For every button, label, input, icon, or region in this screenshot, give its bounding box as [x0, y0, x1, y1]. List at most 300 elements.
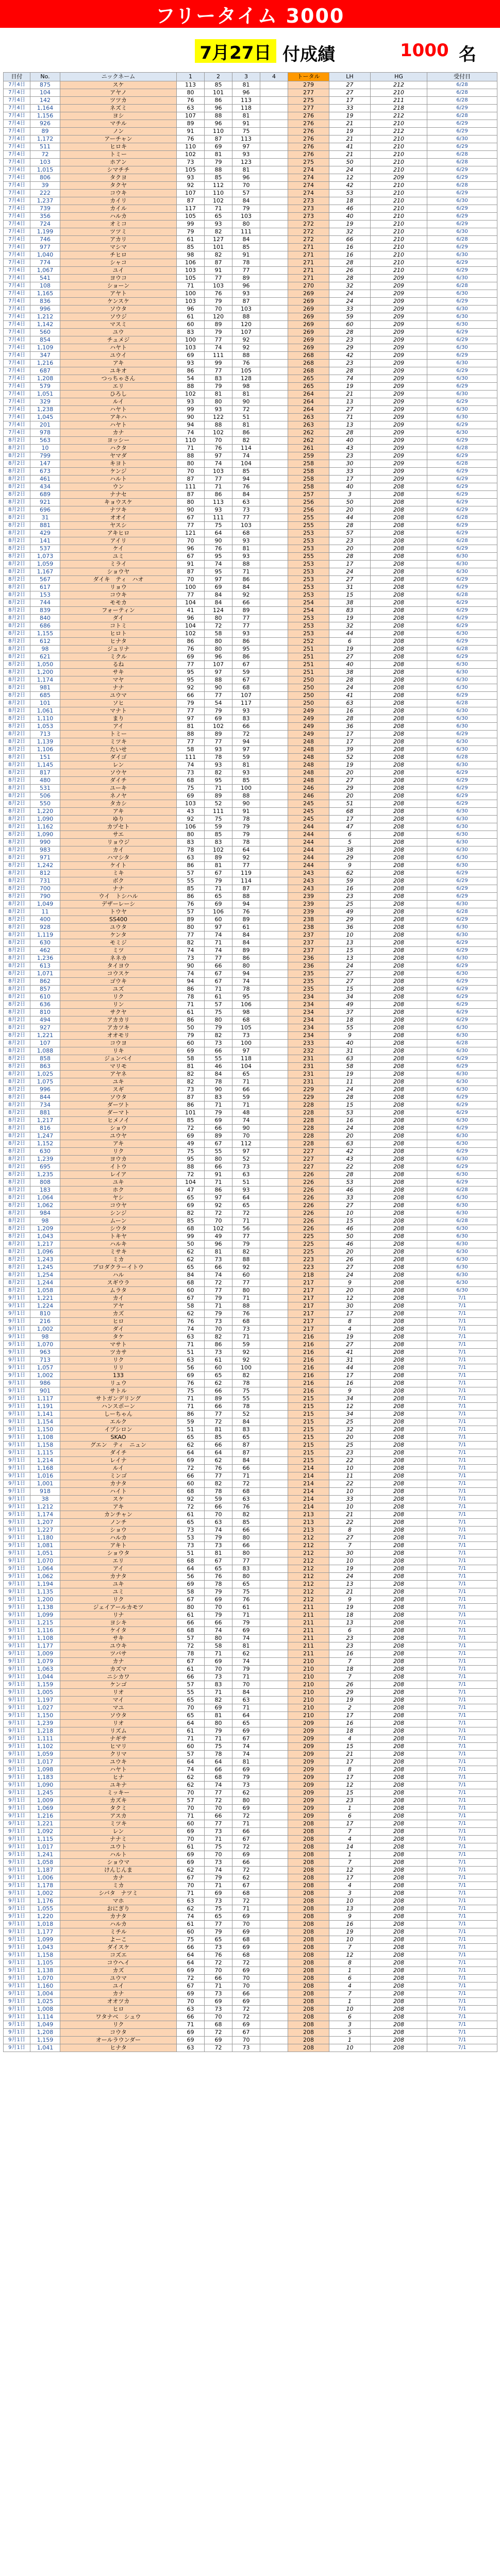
row-score-1: 72	[177, 1503, 205, 1511]
row-received-date: 7/1	[427, 1387, 497, 1395]
table-row	[4, 522, 497, 530]
row-score-3: 81	[232, 1758, 260, 1766]
row-score-1: 67	[177, 1658, 205, 1666]
row-lh: 27	[329, 406, 371, 414]
row-number: 347	[30, 352, 60, 360]
row-date: 8月2日	[4, 1009, 30, 1016]
row-lh: 5	[329, 839, 371, 846]
row-score-1: 73	[177, 955, 205, 962]
row-nickname: コウキ	[60, 190, 177, 197]
table-row	[4, 1194, 497, 1202]
row-received-date: 7/1	[427, 1557, 497, 1565]
row-hg: 208	[371, 599, 427, 607]
row-date: 8月2日	[4, 1194, 30, 1202]
row-date: 7月4日	[4, 259, 30, 267]
row-score-3: 90	[232, 800, 260, 808]
row-nickname: アイ	[60, 723, 177, 731]
row-score-4	[260, 1527, 288, 1534]
row-score-1: 113	[177, 81, 205, 89]
row-score-3: 72	[232, 731, 260, 738]
row-lh: 24	[329, 1086, 371, 1094]
row-score-4	[260, 870, 288, 877]
row-lh: 28	[329, 522, 371, 530]
row-date: 9月1日	[4, 1843, 30, 1851]
table-row	[4, 1720, 497, 1727]
row-lh: 66	[329, 236, 371, 244]
row-date: 8月2日	[4, 885, 30, 893]
row-hg: 208	[371, 1534, 427, 1542]
row-number: 151	[30, 754, 60, 761]
row-number: 1,135	[30, 1588, 60, 1596]
row-score-2: 72	[205, 2029, 232, 2037]
row-received-date: 6/30	[427, 251, 497, 259]
row-date: 7月4日	[4, 112, 30, 120]
row-score-3: 76	[232, 908, 260, 916]
row-hg: 208	[371, 1766, 427, 1774]
row-score-2: 71	[205, 483, 232, 491]
row-total: 208	[288, 1859, 329, 1867]
row-nickname: アカカリ	[60, 1016, 177, 1024]
row-hg: 208	[371, 1411, 427, 1418]
row-date: 8月2日	[4, 545, 30, 553]
row-nickname: サクヤ	[60, 1009, 177, 1016]
row-score-4	[260, 367, 288, 375]
row-score-2: 82	[205, 1480, 232, 1488]
row-nickname: ナナ	[60, 684, 177, 692]
row-received-date: 7/1	[427, 1836, 497, 1843]
row-score-4	[260, 1851, 288, 1859]
row-nickname: アキ	[60, 1140, 177, 1148]
row-nickname: ユイ	[60, 267, 177, 275]
row-total: 210	[288, 1689, 329, 1697]
table-row	[4, 1704, 497, 1712]
row-score-4	[260, 1944, 288, 1952]
row-number: 1,217	[30, 1117, 60, 1125]
row-date: 8月2日	[4, 746, 30, 754]
row-nickname: コウキ	[60, 591, 177, 599]
row-number: 1,168	[30, 1465, 60, 1472]
row-number: 1,081	[30, 1542, 60, 1550]
row-number: 840	[30, 615, 60, 622]
row-score-2: 122	[205, 414, 232, 421]
row-score-2: 79	[205, 1874, 232, 1882]
row-score-1: 41	[177, 607, 205, 615]
row-score-3: 69	[232, 1913, 260, 1921]
row-lh: 12	[329, 1403, 371, 1411]
row-score-3: 123	[232, 159, 260, 166]
row-date: 7月4日	[4, 306, 30, 313]
row-total: 237	[288, 947, 329, 955]
row-nickname: ソウジ	[60, 313, 177, 321]
row-number: 1,138	[30, 1604, 60, 1612]
row-lh: 22	[329, 1163, 371, 1171]
row-lh: 9	[329, 862, 371, 870]
row-date: 8月2日	[4, 731, 30, 738]
row-score-4	[260, 1496, 288, 1503]
row-lh: 7	[329, 1658, 371, 1666]
row-received-date: 7/1	[427, 1666, 497, 1673]
row-score-2: 75	[205, 1009, 232, 1016]
row-score-4	[260, 1156, 288, 1163]
row-score-3: 93	[232, 290, 260, 298]
table-row	[4, 290, 497, 298]
table-row	[4, 893, 497, 901]
row-received-date: 7/1	[427, 1859, 497, 1867]
row-date: 8月2日	[4, 1078, 30, 1086]
row-date: 9月1日	[4, 1333, 30, 1341]
row-nickname: ユウ	[60, 329, 177, 336]
row-date: 8月2日	[4, 785, 30, 792]
row-number: 926	[30, 120, 60, 128]
row-nickname: ネノヤ	[60, 792, 177, 800]
row-score-3: 52	[232, 1411, 260, 1418]
row-lh: 21	[329, 120, 371, 128]
row-score-2: 61	[205, 993, 232, 1001]
row-lh: 16	[329, 251, 371, 259]
row-score-1: 69	[177, 1851, 205, 1859]
row-score-3: 67	[232, 676, 260, 684]
row-total: 208	[288, 1952, 329, 1959]
row-received-date: 7/1	[427, 1897, 497, 1905]
row-hg: 208	[371, 746, 427, 754]
row-nickname: サトル	[60, 1387, 177, 1395]
row-lh: 28	[329, 275, 371, 282]
row-number: 1,180	[30, 1534, 60, 1542]
row-hg: 209	[371, 421, 427, 429]
row-score-3: 71	[232, 1078, 260, 1086]
row-score-4	[260, 1333, 288, 1341]
row-score-2: 61	[205, 1357, 232, 1364]
row-lh: 39	[329, 746, 371, 754]
row-received-date: 7/1	[427, 1975, 497, 1982]
table-row	[4, 244, 497, 251]
row-lh: 29	[329, 785, 371, 792]
row-received-date: 6/30	[427, 1071, 497, 1078]
row-date: 7月4日	[4, 329, 30, 336]
row-score-3: 67	[232, 661, 260, 669]
row-hg: 209	[371, 437, 427, 445]
row-score-4	[260, 1928, 288, 1936]
row-nickname: ハマシタ	[60, 854, 177, 862]
table-row	[4, 1789, 497, 1797]
table-row	[4, 1921, 497, 1928]
row-score-3: 69	[232, 2021, 260, 2029]
row-lh: 28	[329, 1171, 371, 1179]
row-lh: 17	[329, 1758, 371, 1766]
row-number: 1,041	[30, 2044, 60, 2052]
row-total: 245	[288, 800, 329, 808]
row-score-1: 68	[177, 777, 205, 785]
row-score-3: 69	[232, 1967, 260, 1975]
row-score-4	[260, 1812, 288, 1820]
row-nickname: ヒロキ	[60, 143, 177, 151]
row-nickname: ハルト	[60, 1851, 177, 1859]
row-lh: 29	[329, 344, 371, 352]
row-score-3: 59	[232, 1341, 260, 1349]
row-score-1: 57	[177, 908, 205, 916]
row-score-2: 72	[205, 1210, 232, 1217]
table-row	[4, 1086, 497, 1094]
row-number: 981	[30, 684, 60, 692]
row-score-4	[260, 1565, 288, 1573]
row-total: 212	[288, 1550, 329, 1557]
row-received-date: 6/29	[427, 483, 497, 491]
row-score-2: 74	[205, 947, 232, 955]
row-hg: 209	[371, 476, 427, 483]
row-score-4	[260, 1233, 288, 1241]
row-hg: 209	[371, 375, 427, 383]
row-lh: 53	[329, 1109, 371, 1117]
row-score-3: 86	[232, 638, 260, 646]
row-score-4	[260, 684, 288, 692]
row-nickname: ミカ	[60, 1882, 177, 1890]
row-date: 8月2日	[4, 939, 30, 947]
row-lh: 15	[329, 947, 371, 955]
table-row	[4, 81, 497, 89]
row-total: 208	[288, 2037, 329, 2044]
row-received-date: 7/1	[427, 1720, 497, 1727]
row-date: 8月2日	[4, 445, 30, 452]
row-lh: 8	[329, 1766, 371, 1774]
row-nickname: リズム	[60, 1727, 177, 1735]
row-date: 9月1日	[4, 2037, 30, 2044]
row-hg: 208	[371, 715, 427, 723]
row-nickname: スギ	[60, 1086, 177, 1094]
row-hg: 208	[371, 1612, 427, 1619]
row-hg: 208	[371, 1032, 427, 1040]
row-score-2: 80	[205, 1156, 232, 1163]
row-nickname: ホク	[60, 1187, 177, 1194]
table-row	[4, 630, 497, 638]
row-total: 214	[288, 1465, 329, 1472]
row-score-3: 94	[232, 476, 260, 483]
row-hg: 208	[371, 1519, 427, 1527]
row-score-2: 93	[205, 761, 232, 769]
row-date: 8月2日	[4, 491, 30, 499]
row-score-1: 70	[177, 1805, 205, 1812]
row-received-date: 7/1	[427, 2029, 497, 2037]
row-lh: 19	[329, 1565, 371, 1573]
row-date: 8月2日	[4, 816, 30, 823]
row-hg: 208	[371, 1851, 427, 1859]
row-number: 695	[30, 1163, 60, 1171]
row-score-3: 93	[232, 1187, 260, 1194]
row-hg: 208	[371, 1279, 427, 1287]
row-score-2: 111	[205, 514, 232, 522]
table-row	[4, 2006, 497, 2013]
row-hg: 208	[371, 1248, 427, 1256]
row-score-1: 63	[177, 1357, 205, 1364]
row-score-2: 78	[205, 754, 232, 761]
row-hg: 208	[371, 947, 427, 955]
row-date: 9月1日	[4, 1364, 30, 1372]
row-number: 746	[30, 236, 60, 244]
row-score-4	[260, 1913, 288, 1921]
row-number: 1,055	[30, 1905, 60, 1913]
row-score-4	[260, 236, 288, 244]
row-hg: 208	[371, 1372, 427, 1380]
row-number: 1,243	[30, 1256, 60, 1264]
row-score-4	[260, 1047, 288, 1055]
table-row	[4, 1256, 497, 1264]
row-nickname: ハヤト	[60, 406, 177, 414]
row-date: 7月4日	[4, 383, 30, 391]
row-received-date: 6/29	[427, 584, 497, 591]
row-hg: 208	[371, 707, 427, 715]
row-total: 250	[288, 684, 329, 692]
row-nickname: リク	[60, 1596, 177, 1604]
row-hg: 208	[371, 862, 427, 870]
row-score-4	[260, 1727, 288, 1735]
row-score-2: 95	[205, 568, 232, 576]
row-hg: 208	[371, 1202, 427, 1210]
row-hg: 208	[371, 584, 427, 591]
row-received-date: 6/29	[427, 576, 497, 584]
row-date: 7月4日	[4, 251, 30, 259]
row-hg: 209	[371, 460, 427, 468]
title-bar	[0, 0, 500, 28]
row-lh: 24	[329, 166, 371, 174]
row-score-3: 69	[232, 1851, 260, 1859]
row-score-4	[260, 1287, 288, 1295]
row-score-2: 76	[205, 545, 232, 553]
table-row	[4, 166, 497, 174]
row-date: 9月1日	[4, 1418, 30, 1426]
row-received-date: 6/30	[427, 1024, 497, 1032]
row-date: 7月4日	[4, 120, 30, 128]
row-received-date: 7/1	[427, 1364, 497, 1372]
table-row	[4, 1689, 497, 1697]
row-score-2: 62	[205, 1457, 232, 1465]
row-lh: 71	[329, 414, 371, 421]
row-score-2: 70	[205, 1217, 232, 1225]
row-nickname: ムラタ	[60, 1287, 177, 1295]
row-nickname: ミンゴ	[60, 1472, 177, 1480]
row-hg: 208	[371, 870, 427, 877]
row-lh: 23	[329, 1635, 371, 1642]
row-total: 208	[288, 1905, 329, 1913]
row-total: 209	[288, 1789, 329, 1797]
row-total: 273	[288, 205, 329, 213]
row-received-date: 6/29	[427, 244, 497, 251]
row-total: 276	[288, 151, 329, 159]
row-received-date: 7/1	[427, 1457, 497, 1465]
row-score-2: 88	[205, 676, 232, 684]
row-received-date: 6/30	[427, 1233, 497, 1241]
row-lh: 27	[329, 970, 371, 978]
row-total: 248	[288, 738, 329, 746]
row-nickname: ユーキ	[60, 785, 177, 792]
row-score-3: 97	[232, 746, 260, 754]
row-received-date: 6/30	[427, 823, 497, 831]
table-row	[4, 1534, 497, 1542]
row-date: 9月1日	[4, 1565, 30, 1573]
row-received-date: 6/30	[427, 738, 497, 746]
row-hg: 208	[371, 777, 427, 785]
row-date: 9月1日	[4, 1673, 30, 1681]
row-received-date: 6/29	[427, 128, 497, 135]
row-number: 927	[30, 1024, 60, 1032]
table-row	[4, 476, 497, 483]
table-row	[4, 561, 497, 568]
row-nickname: カナ	[60, 1658, 177, 1666]
row-nickname: SS400	[60, 916, 177, 924]
row-total: 213	[288, 1527, 329, 1534]
row-received-date: 6/29	[427, 190, 497, 197]
row-date: 9月1日	[4, 1318, 30, 1326]
row-nickname: リオ	[60, 1720, 177, 1727]
table-row	[4, 1357, 497, 1364]
row-score-4	[260, 1403, 288, 1411]
row-hg: 209	[371, 452, 427, 460]
row-received-date: 6/30	[427, 306, 497, 313]
row-score-4	[260, 1990, 288, 1998]
row-number: 713	[30, 1357, 60, 1364]
row-received-date: 6/30	[427, 684, 497, 692]
row-total: 212	[288, 1573, 329, 1581]
row-number: 531	[30, 785, 60, 792]
row-received-date: 6/30	[427, 1047, 497, 1055]
row-score-4	[260, 1101, 288, 1109]
row-score-2: 102	[205, 429, 232, 437]
row-hg: 208	[371, 561, 427, 568]
row-score-1: 88	[177, 452, 205, 460]
row-score-3: 74	[232, 1743, 260, 1751]
row-score-4	[260, 1735, 288, 1743]
row-score-3: 87	[232, 1449, 260, 1457]
row-score-2: 66	[205, 1387, 232, 1395]
row-score-2: 80	[205, 1720, 232, 1727]
row-score-4	[260, 89, 288, 97]
row-score-3: 111	[232, 228, 260, 236]
row-number: 1,245	[30, 1264, 60, 1272]
row-score-1: 94	[177, 978, 205, 986]
row-received-date: 6/29	[427, 298, 497, 306]
row-nickname: リク	[60, 2021, 177, 2029]
row-score-3: 62	[232, 1789, 260, 1797]
row-hg: 209	[371, 468, 427, 476]
row-total: 269	[288, 344, 329, 352]
row-score-4	[260, 1086, 288, 1094]
row-score-2: 83	[205, 839, 232, 846]
row-number: 1,006	[30, 1874, 60, 1882]
row-lh: 15	[329, 986, 371, 993]
row-number: 1,238	[30, 406, 60, 414]
row-nickname: ユイ	[60, 1982, 177, 1990]
row-score-2: 80	[205, 1635, 232, 1642]
row-score-4	[260, 1071, 288, 1078]
row-date: 9月1日	[4, 1990, 30, 1998]
row-score-1: 110	[177, 143, 205, 151]
row-lh: 10	[329, 1488, 371, 1496]
row-number: 1,221	[30, 1820, 60, 1828]
row-date: 9月1日	[4, 1519, 30, 1527]
row-nickname: ヨウコ	[60, 275, 177, 282]
row-score-1: 82	[177, 1078, 205, 1086]
row-score-1: 67	[177, 1982, 205, 1990]
row-score-2: 59	[205, 1496, 232, 1503]
row-date: 7月4日	[4, 360, 30, 367]
row-score-4	[260, 221, 288, 228]
table-row	[4, 986, 497, 993]
row-score-4	[260, 298, 288, 306]
row-nickname: コズエ	[60, 1952, 177, 1959]
row-date: 9月1日	[4, 1588, 30, 1596]
row-date: 8月2日	[4, 823, 30, 831]
row-total: 239	[288, 908, 329, 916]
row-nickname: ヒロ	[60, 1318, 177, 1326]
row-score-4	[260, 105, 288, 112]
